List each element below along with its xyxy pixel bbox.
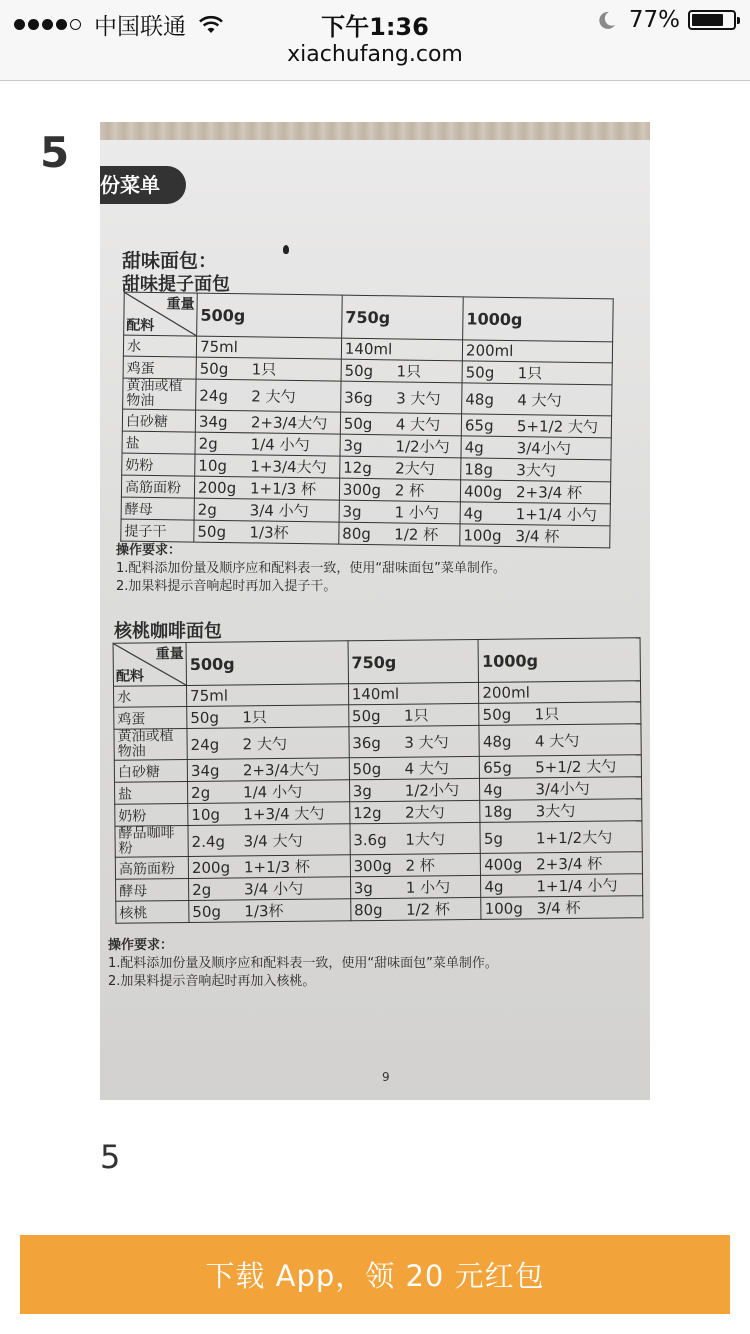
amount-weight: 100g	[463, 526, 502, 545]
amount-cell	[349, 725, 480, 757]
amount-weight: 2.4g	[191, 832, 226, 851]
amount-weight: 4g	[483, 780, 503, 799]
amount-weight: 50g	[465, 363, 495, 382]
amount-measure: 1+1/3 杯	[243, 857, 311, 877]
amount-weight: 2g	[192, 880, 212, 899]
status-bar	[0, 0, 750, 81]
amount-weight: 75ml	[190, 686, 229, 705]
amount-weight: 3.6g	[353, 830, 387, 849]
recipe-title: 核桃咖啡面包	[114, 621, 222, 642]
amount-cell	[339, 500, 460, 524]
ingredient-name: 黄油或植物油	[123, 378, 196, 410]
page-number: 9	[382, 1070, 390, 1084]
amount-measure: 5+1/2 大勺	[516, 417, 599, 437]
amount-measure: 1/4 小勺	[243, 782, 303, 802]
ingredient-name: 水	[123, 335, 196, 357]
amount-cell	[194, 520, 339, 544]
amount-measure: 4 大勺	[517, 390, 562, 410]
amount-measure: 2 杯	[394, 481, 425, 500]
amount-cell	[461, 414, 611, 438]
size-header: 500g	[186, 641, 348, 686]
amount-measure: 1+1/2大勺	[535, 828, 613, 847]
size-header: 500g	[197, 293, 342, 338]
amount-cell	[481, 874, 643, 898]
paper-speck	[283, 245, 289, 254]
step-description: 5	[100, 1138, 121, 1176]
amount-measure: 1/3杯	[249, 523, 289, 542]
status-right	[597, 7, 736, 33]
amount-measure: 3/4小勺	[535, 779, 590, 799]
amount-measure: 1/2 杯	[405, 900, 451, 919]
size-header: 1000g	[478, 638, 640, 683]
amount-cell	[350, 853, 481, 876]
ingredient-name: 高筋面粉	[121, 475, 194, 498]
notes-line: 2.加果料提示音响起时再加入提子干。	[116, 579, 337, 594]
amount-cell	[194, 498, 339, 522]
amount-cell	[196, 379, 341, 412]
amount-weight: 48g	[465, 389, 495, 409]
amount-cell	[481, 852, 643, 876]
amount-weight: 4g	[464, 438, 484, 457]
amount-weight: 5g	[483, 829, 504, 848]
corner-ingredient-label: 配料	[115, 668, 144, 685]
amount-measure: 1 小勺	[394, 503, 439, 523]
ingredient-name: 提子干	[121, 519, 194, 542]
amount-measure: 2 大勺	[251, 386, 296, 406]
amount-weight: 50g	[190, 708, 220, 727]
ingredient-name: 鸡蛋	[123, 356, 196, 379]
amount-cell	[339, 478, 460, 502]
ingredient-name: 黄油或植物油	[114, 728, 187, 760]
battery-icon	[688, 10, 736, 30]
amount-weight: 65g	[464, 416, 494, 435]
ingredient-name: 水	[113, 686, 186, 708]
amount-cell	[480, 755, 642, 779]
size-header: 750g	[348, 639, 479, 683]
notes-heading: 操作要求：	[116, 543, 182, 558]
carrier-name: 中国联通	[94, 14, 186, 40]
amount-cell	[462, 383, 612, 416]
amount-weight: 2g	[191, 783, 211, 802]
corner-weight-label: 重量	[155, 646, 184, 663]
amount-cell	[341, 359, 462, 383]
amount-weight: 34g	[190, 761, 220, 780]
notes-line: 1.配料添加份量及顺序应和配料表一致，使用“甜味面包”菜单制作。	[116, 561, 506, 576]
amount-cell	[187, 705, 349, 729]
amount-weight: 12g	[352, 803, 382, 823]
amount-measure: 1+1/3 杯	[249, 479, 317, 499]
amount-weight: 3g	[343, 436, 363, 455]
amount-weight: 50g	[199, 359, 229, 379]
amount-cell	[189, 899, 351, 923]
amount-weight: 200ml	[465, 341, 514, 361]
amount-measure: 3大勺	[516, 461, 556, 480]
amount-cell	[341, 338, 462, 361]
amount-measure: 2 杯	[405, 856, 435, 875]
battery-percent: 77%	[628, 7, 680, 33]
address-bar-url[interactable]: xiachufang.com	[287, 42, 463, 67]
amount-measure: 3/4 杯	[515, 527, 560, 546]
amount-measure: 2大勺	[395, 459, 435, 478]
corner-weight-label: 重量	[166, 296, 195, 313]
ingredient-name: 鸡蛋	[114, 706, 187, 729]
amount-weight: 300g	[353, 856, 392, 876]
table-corner-header	[124, 292, 198, 336]
amount-measure: 1大勺	[405, 829, 445, 849]
amount-measure: 1只	[534, 705, 560, 724]
amount-weight: 50g	[197, 522, 227, 542]
amount-measure: 3/4 大勺	[243, 831, 303, 850]
amount-cell	[480, 777, 642, 801]
amount-weight: 2g	[198, 434, 218, 453]
amount-cell	[349, 800, 480, 823]
ingredient-name: 酵母	[116, 878, 189, 901]
clock: 下午1:36	[321, 13, 429, 41]
size-header: 750g	[341, 295, 463, 340]
amount-cell	[479, 681, 641, 704]
amount-weight: 18g	[464, 460, 494, 479]
amount-measure: 1/2 杯	[394, 525, 439, 545]
amount-cell	[188, 855, 350, 879]
amount-measure: 1只	[251, 360, 277, 379]
recipe-title: 甜味提子面包	[122, 274, 230, 295]
amount-measure: 1只	[396, 362, 422, 381]
amount-cell	[481, 896, 643, 920]
amount-measure: 4 大勺	[395, 415, 441, 435]
recipe-notes	[116, 542, 506, 596]
amount-measure: 3 大勺	[396, 388, 441, 408]
amount-weight: 34g	[198, 412, 228, 432]
amount-weight: 4g	[463, 504, 483, 523]
amount-weight: 18g	[483, 802, 513, 821]
amount-cell	[349, 756, 480, 779]
amount-measure: 1/4 小勺	[250, 435, 310, 455]
amount-cell	[340, 456, 461, 480]
amount-measure: 2 大勺	[242, 734, 288, 753]
amount-cell	[350, 822, 481, 854]
amount-weight: 50g	[351, 706, 381, 726]
amount-measure: 2+3/4大勺	[242, 760, 320, 780]
amount-weight: 36g	[344, 388, 373, 407]
section-title: 甜味面包：	[122, 250, 218, 272]
amount-cell	[196, 357, 341, 381]
amount-weight: 24g	[190, 735, 220, 754]
amount-measure: 1/2小勺	[395, 437, 450, 457]
amount-cell	[195, 432, 340, 456]
amount-cell	[187, 758, 349, 782]
size-header: 1000g	[463, 297, 614, 342]
amount-measure: 1只	[403, 706, 429, 725]
amount-measure: 1+3/4 大勺	[243, 804, 325, 824]
amount-weight: 140ml	[344, 339, 393, 359]
amount-cell	[462, 361, 612, 385]
amount-cell	[460, 480, 610, 504]
amount-cell	[186, 684, 348, 707]
amount-cell	[189, 877, 351, 901]
amount-cell	[196, 336, 341, 359]
amount-weight: 75ml	[199, 337, 239, 357]
amount-cell	[195, 454, 340, 478]
amount-cell	[350, 897, 481, 920]
amount-cell	[340, 434, 461, 458]
corner-ingredient-label: 配料	[126, 317, 155, 335]
amount-cell	[194, 476, 339, 500]
amount-measure: 2+3/4 杯	[515, 483, 583, 503]
amount-measure: 2+3/4大勺	[250, 413, 328, 433]
amount-measure: 2大勺	[404, 803, 445, 822]
amount-measure: 1+1/4 小勺	[515, 505, 597, 525]
amount-cell	[348, 703, 479, 726]
notes-heading: 操作要求：	[108, 938, 174, 953]
amount-measure: 4 大勺	[404, 759, 449, 778]
amount-weight: 100g	[484, 899, 523, 918]
amount-weight: 300g	[342, 480, 382, 500]
step-number: 5	[40, 128, 70, 177]
amount-measure: 5+1/2 大勺	[535, 757, 617, 777]
amount-weight: 200g	[197, 478, 237, 498]
ingredient-name: 奶粉	[115, 803, 188, 826]
amount-measure: 4 大勺	[534, 731, 580, 750]
amount-cell	[462, 340, 612, 363]
amount-weight: 200g	[191, 858, 231, 877]
amount-cell	[350, 875, 481, 898]
amount-cell	[188, 802, 350, 826]
amount-weight: 50g	[343, 414, 373, 434]
amount-weight: 3g	[353, 879, 373, 898]
amount-cell	[461, 458, 611, 482]
amount-measure: 2+3/4 杯	[536, 854, 603, 874]
amount-weight: 48g	[482, 732, 512, 751]
recipe-table	[120, 292, 613, 549]
amount-measure: 3大勺	[535, 801, 576, 821]
amount-measure: 3/4小勺	[516, 439, 571, 458]
amount-cell	[187, 727, 349, 760]
ingredient-name: 高筋面粉	[115, 856, 188, 879]
amount-measure: 1只	[242, 708, 267, 727]
amount-weight: 24g	[199, 386, 229, 405]
amount-weight: 3g	[352, 782, 372, 801]
amount-weight: 36g	[352, 733, 381, 752]
notes-line: 2.加果料提示音响起时再加入核桃。	[108, 974, 316, 989]
amount-weight: 65g	[483, 758, 512, 777]
ingredient-name: 奶粉	[122, 453, 195, 476]
ingredient-name: 白砂糖	[114, 759, 187, 782]
amount-weight: 10g	[198, 456, 228, 476]
menu-tab-pill: 份菜单	[100, 166, 186, 204]
amount-measure: 1/2小勺	[404, 781, 460, 800]
amount-cell	[195, 410, 340, 434]
amount-measure: 3/4 小勺	[249, 501, 309, 521]
ingredient-name: 盐	[115, 781, 188, 804]
amount-cell	[479, 724, 641, 757]
recipe-table	[113, 637, 644, 924]
amount-weight: 2g	[197, 500, 217, 519]
amount-cell	[348, 682, 479, 704]
amount-weight: 50g	[344, 361, 374, 381]
ingredient-name: 核桃	[116, 900, 189, 923]
recipe-paper	[100, 140, 650, 1100]
amount-weight: 400g	[463, 482, 503, 501]
amount-weight: 10g	[191, 805, 221, 824]
amount-measure: 1/3杯	[244, 901, 284, 921]
amount-weight: 140ml	[351, 684, 400, 704]
ingredient-name: 盐	[122, 431, 195, 454]
notes-line: 1.配料添加份量及顺序应和配料表一致，使用“甜味面包”菜单制作。	[108, 956, 498, 971]
amount-measure: 1只	[517, 364, 543, 383]
amount-cell	[340, 412, 461, 436]
amount-measure: 1+3/4大勺	[250, 457, 327, 477]
ingredient-name: 白砂糖	[122, 409, 195, 432]
download-app-button[interactable]: 下载 App，领 20 元红包	[20, 1235, 730, 1314]
ingredient-name: 酵品咖啡粉	[115, 825, 188, 857]
amount-measure: 3/4 小勺	[244, 879, 304, 899]
amount-weight: 3g	[342, 502, 362, 521]
table-corner-header	[113, 643, 186, 687]
do-not-disturb-moon-icon	[597, 10, 617, 30]
amount-cell	[480, 821, 642, 854]
step-photo[interactable]	[100, 122, 650, 1100]
amount-weight: 200ml	[482, 683, 530, 702]
amount-weight: 4g	[484, 877, 504, 896]
amount-weight: 400g	[484, 855, 523, 874]
amount-weight: 50g	[352, 759, 382, 779]
amount-cell	[479, 702, 641, 726]
amount-weight: 50g	[482, 705, 512, 724]
ingredient-name: 酵母	[121, 497, 194, 520]
amount-cell	[349, 778, 480, 801]
amount-measure: 1 小勺	[405, 878, 451, 897]
amount-weight: 50g	[192, 902, 222, 921]
amount-weight: 80g	[342, 524, 371, 544]
amount-measure: 1+1/4 小勺	[536, 876, 618, 896]
amount-cell	[461, 436, 611, 460]
amount-measure: 3 大勺	[404, 732, 449, 752]
recipe-notes	[108, 937, 498, 991]
amount-weight: 80g	[353, 900, 383, 920]
amount-cell	[340, 381, 462, 414]
amount-cell	[480, 799, 642, 823]
amount-cell	[460, 502, 610, 526]
amount-weight: 12g	[343, 458, 372, 478]
amount-cell	[187, 780, 349, 804]
amount-measure: 3/4 杯	[536, 898, 581, 918]
amount-cell	[188, 824, 350, 857]
